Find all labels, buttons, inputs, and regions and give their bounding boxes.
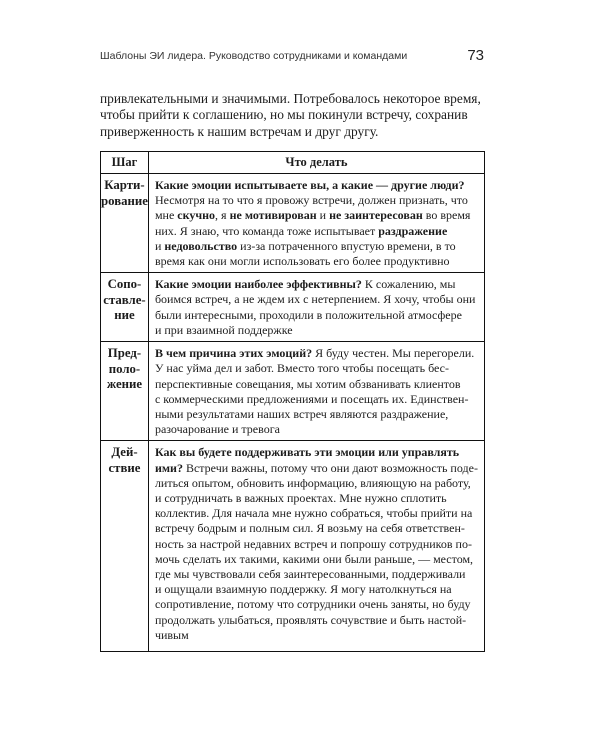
plain-text: время как они могли использовать его более продуктивно bbox=[154, 254, 450, 269]
table-header-row bbox=[101, 152, 485, 174]
step-name-line: Карти- bbox=[104, 178, 145, 192]
bold-text: недовольство bbox=[164, 238, 238, 253]
step-name-line: Пред- bbox=[107, 346, 142, 361]
text-line bbox=[155, 407, 478, 422]
plain-text: во время bbox=[422, 208, 471, 223]
step-name-line: рование bbox=[101, 193, 148, 208]
text-line bbox=[155, 628, 478, 643]
text-line bbox=[155, 277, 478, 292]
text-line bbox=[155, 422, 478, 437]
step-name-line: поло- bbox=[108, 361, 141, 376]
plain-text: разочарование и тревога bbox=[154, 422, 280, 437]
table-row bbox=[101, 273, 485, 342]
bold-text: раздражение bbox=[378, 223, 448, 238]
text-line bbox=[155, 254, 478, 269]
plain-text: ность за настрой недавних встреч и попрошу сотрудников по- bbox=[154, 536, 472, 551]
text-line bbox=[155, 323, 478, 338]
steps-table-body bbox=[101, 174, 485, 652]
plain-text: и сотрудничать в важных проектах. Мне нужно сплотить bbox=[154, 491, 447, 506]
what-to-do-cell bbox=[148, 174, 484, 273]
plain-text: литься опытом, обновить информацию, влияющую на работу, bbox=[154, 475, 471, 490]
bold-text: не мотивирован bbox=[229, 208, 317, 223]
text-line bbox=[155, 597, 478, 612]
plain-text: и bbox=[316, 208, 330, 223]
plain-text: встречу бодрым и полным сил. Я возьму на себя ответствен- bbox=[154, 521, 465, 536]
text-line bbox=[155, 445, 478, 460]
text-line bbox=[155, 361, 478, 376]
intro-paragraph bbox=[100, 91, 484, 140]
text-line bbox=[155, 491, 478, 506]
bold-text: скучно bbox=[177, 208, 216, 223]
step-name-line: Сопо- bbox=[107, 277, 142, 292]
running-header bbox=[100, 47, 484, 64]
step-name-cell bbox=[101, 342, 149, 441]
text-line bbox=[155, 521, 478, 536]
intro-line: привлекательными и значимыми. Потребовалось некоторое время, bbox=[100, 91, 481, 106]
plain-text: и при взаимной поддержке bbox=[154, 322, 293, 337]
text-line bbox=[155, 308, 478, 323]
intro-line: чтобы прийти к соглашению, но мы покинули встречу, сохранив bbox=[100, 107, 468, 123]
table-row bbox=[101, 441, 485, 652]
plain-text: К сожалению, мы bbox=[361, 277, 456, 292]
column-header-step: Шаг bbox=[101, 152, 149, 174]
what-to-do-cell bbox=[148, 441, 484, 652]
text-line bbox=[155, 567, 478, 582]
step-name-cell bbox=[101, 441, 149, 652]
column-header-what: Что делать bbox=[148, 152, 484, 174]
text-line bbox=[155, 582, 478, 597]
bold-text: Какие эмоции испытываете вы, а какие — другие люди? bbox=[154, 178, 465, 192]
page-number: 73 bbox=[467, 47, 484, 64]
text-line bbox=[155, 392, 478, 407]
plain-text: боимся встреч, а не ждем их с нетерпением. Я хочу, чтобы они bbox=[154, 292, 476, 307]
step-name-cell bbox=[101, 273, 149, 342]
text-line bbox=[155, 193, 478, 208]
table-row bbox=[101, 174, 485, 273]
steps-table bbox=[100, 151, 485, 652]
text-line bbox=[155, 537, 478, 552]
text-line bbox=[155, 178, 478, 193]
plain-text: мне bbox=[154, 208, 178, 223]
plain-text: из-за потраченного впустую времени, в то bbox=[237, 238, 456, 253]
text-line bbox=[155, 461, 478, 476]
text-line bbox=[155, 377, 478, 392]
text-line bbox=[155, 506, 478, 521]
plain-text: ными результатами наших встреч являются раздражение, bbox=[154, 407, 449, 422]
plain-text: , я bbox=[215, 208, 230, 223]
running-title: Шаблоны ЭИ лидера. Руководство сотрудниками и командами bbox=[100, 50, 408, 62]
plain-text: мочь сделать их такими, какими они были раньше, — местом, bbox=[154, 551, 474, 566]
plain-text: У нас уйма дел и забот. Вместо того чтобы посещать бес- bbox=[154, 361, 449, 376]
bold-text: Какие эмоции наиболее эффективны? bbox=[154, 277, 362, 292]
table-row bbox=[101, 342, 485, 441]
bold-text: не заинтересован bbox=[329, 208, 423, 223]
step-name-line: жение bbox=[106, 377, 143, 392]
step-name-line: Дей- bbox=[111, 445, 138, 460]
text-line bbox=[155, 224, 478, 239]
plain-text: Встречи важны, потому что они дают возможность поде- bbox=[182, 460, 478, 475]
plain-text: чивым bbox=[154, 627, 189, 642]
step-name-line: ставле- bbox=[103, 292, 146, 307]
plain-text: и bbox=[154, 238, 165, 253]
plain-text: и ощущали взаимную поддержку. Я могу натолкнуться на bbox=[154, 582, 452, 597]
what-to-do-cell bbox=[148, 342, 484, 441]
text-line bbox=[155, 292, 478, 307]
text-line bbox=[155, 613, 478, 628]
step-name-cell bbox=[101, 174, 149, 273]
bold-text: В чем причина этих эмоций? bbox=[154, 346, 313, 361]
plain-text: перспективные совещания, мы хотим обзванивать клиентов bbox=[154, 376, 461, 391]
plain-text: были интересными, проходили в положительной атмосфере bbox=[154, 307, 462, 322]
plain-text: Несмотря на то что я провожу встречи, должен признать, что bbox=[154, 193, 468, 208]
text-line bbox=[155, 239, 478, 254]
plain-text: продолжать улыбаться, проявлять сочувствие и быть настой- bbox=[154, 612, 467, 627]
step-name-line: ние bbox=[114, 308, 135, 323]
text-line bbox=[155, 346, 478, 361]
what-to-do-cell bbox=[148, 273, 484, 342]
intro-line: приверженность к нашим встречам и друг другу. bbox=[100, 123, 379, 139]
plain-text: с коммерческими предложениями и посещать их. Единствен- bbox=[154, 391, 469, 406]
plain-text: где мы чувствовали себя заинтересованными, поддерживали bbox=[154, 567, 466, 582]
plain-text: них. Я знаю, что команда тоже испытывает bbox=[154, 223, 379, 238]
step-name-line: ствие bbox=[108, 460, 141, 475]
bold-text: Как вы будете поддерживать эти эмоции или управлять bbox=[154, 445, 460, 460]
text-line bbox=[155, 476, 478, 491]
plain-text: сопротивление, потому что сотрудники очень заняты, но буду bbox=[154, 597, 471, 612]
text-line bbox=[155, 552, 478, 567]
plain-text: Я буду честен. Мы перегорели. bbox=[312, 346, 475, 361]
text-line bbox=[155, 208, 478, 223]
bold-text: ими? bbox=[154, 460, 183, 475]
plain-text: коллектив. Для начала мне нужно собраться, чтобы прийти на bbox=[154, 506, 473, 521]
